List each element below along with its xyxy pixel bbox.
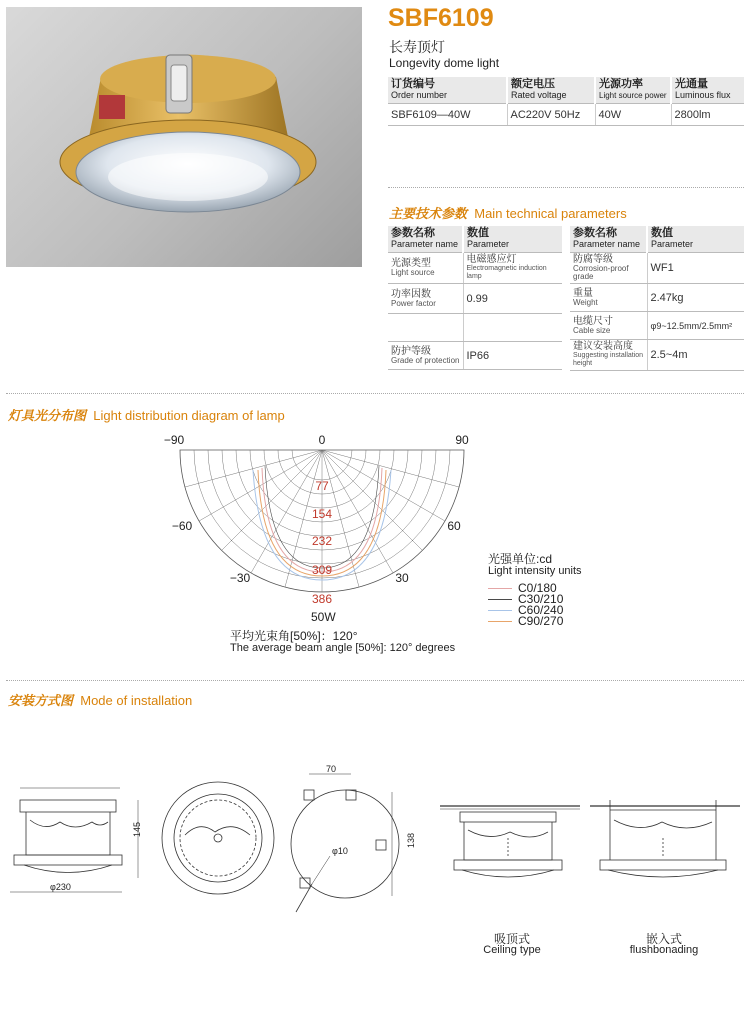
flush-type-cn: 嵌入式 [645, 932, 682, 946]
legend-title-cn: 光强单位:cd [488, 552, 553, 566]
legend-item-c30: C30/210 [488, 594, 563, 605]
divider [388, 187, 744, 188]
angle-label: 60 [447, 519, 461, 533]
ceiling-type-en: Ceiling type [483, 944, 541, 956]
angle-label: 0 [318, 433, 326, 447]
dim-height: 145 [132, 821, 142, 837]
dim-hole-spacing: 70 [326, 764, 337, 774]
model-number: SBF6109 [388, 4, 494, 32]
flush-type-en: flushbonading [629, 944, 699, 956]
light-source-power-header: 光源功率 [599, 78, 643, 90]
order-table-row [388, 104, 744, 126]
ring-label: 386 [311, 592, 333, 606]
order-table-header: 订货编号 Order number 额定电压 Rated voltage 光源功率 Light source power 光通量 Luminous flux [388, 77, 744, 104]
angle-label: −90 [163, 433, 185, 447]
angle-label: −60 [171, 519, 193, 533]
product-name-cn: 长寿顶灯 [389, 39, 445, 55]
param-row: 建议安装高度 Suggesting installation height 2.5~4m [570, 340, 744, 371]
dim-mount-height: 138 [406, 832, 416, 848]
top-view-drawing [162, 782, 274, 894]
divider [6, 393, 744, 394]
beam-angle-en: The average beam angle [50%]: 120° degrees [230, 642, 456, 654]
install-section-title: 安装方式图 Mode of installation [8, 693, 193, 708]
legend-title-en: Light intensity units [488, 565, 582, 577]
installation-drawings [0, 760, 750, 920]
product-photo [6, 7, 362, 267]
ring-label: 77 [315, 479, 329, 493]
ring-label: 309 [311, 563, 333, 577]
legend-item-c60: C60/240 [488, 605, 563, 616]
dim-hole-dia: φ10 [332, 846, 348, 856]
divider [6, 680, 744, 681]
params-right-table: 参数名称 Parameter name 数值 Parameter 防腐等级 Corrosion-proof grade WF1 重量 Weight 2.47kg 电缆尺寸 Cable size φ9~12.5mm/2.5mm² 建议安装高度 Suggesting installation height 2.5~4m [570, 226, 744, 371]
product-name-en: Longevity dome light [389, 56, 500, 70]
params-section-title: 主要技术参数 Main technical parameters [389, 206, 627, 221]
luminous-flux-header: 光通量 [675, 78, 708, 90]
param-row: 防腐等级 Corrosion-proof grade WF1 [570, 253, 744, 284]
param-row [388, 314, 562, 342]
rated-voltage-value: AC220V 50Hz [507, 104, 595, 126]
power-label: 50W [311, 610, 336, 624]
ceiling-type-cn: 吸顶式 [493, 932, 530, 946]
param-row: 防护等级 Grade of protection IP66 [388, 342, 562, 370]
side-view-drawing [10, 788, 138, 892]
order-table [388, 77, 744, 126]
ring-label: 232 [311, 534, 333, 548]
light-section-title: 灯具光分布图 Light distribution diagram of lamp [8, 408, 285, 423]
ring-label: 154 [311, 507, 333, 521]
polar-diagram [150, 430, 490, 610]
rated-voltage-header: 额定电压 [511, 78, 555, 90]
param-row: 光源类型 Light source 电磁感应灯 Electromagnetic induction lamp [388, 253, 562, 284]
luminous-flux-value: 2800lm [671, 104, 744, 126]
param-row: 电缆尺寸 Cable size φ9~12.5mm/2.5mm² [570, 312, 744, 340]
ceiling-type-drawing [440, 806, 580, 877]
legend-item-c90: C90/270 [488, 616, 563, 627]
angle-label: 30 [395, 571, 409, 585]
order-number-header: 订货编号 [391, 78, 435, 90]
beam-angle-cn: 平均光束角[50%]：120° [230, 629, 358, 643]
dim-width: φ230 [50, 882, 71, 892]
legend [488, 583, 563, 627]
light-source-power-value: 40W [595, 104, 671, 126]
angle-label: 90 [455, 433, 469, 447]
flush-type-drawing [590, 800, 740, 877]
mounting-drawing [291, 774, 399, 912]
param-row: 功率因数 Power factor 0.99 [388, 284, 562, 314]
legend-item-c0: C0/180 [488, 583, 563, 594]
param-row: 重量 Weight 2.47kg [570, 284, 744, 312]
angle-label: −30 [229, 571, 251, 585]
order-number-value: SBF6109—40W [388, 104, 507, 126]
params-left-table: 参数名称 Parameter name 数值 Parameter 光源类型 Light source 电磁感应灯 Electromagnetic induction lamp 功率因数 Power factor 0.99 防护等级 Grade of protection IP66 [388, 226, 562, 370]
